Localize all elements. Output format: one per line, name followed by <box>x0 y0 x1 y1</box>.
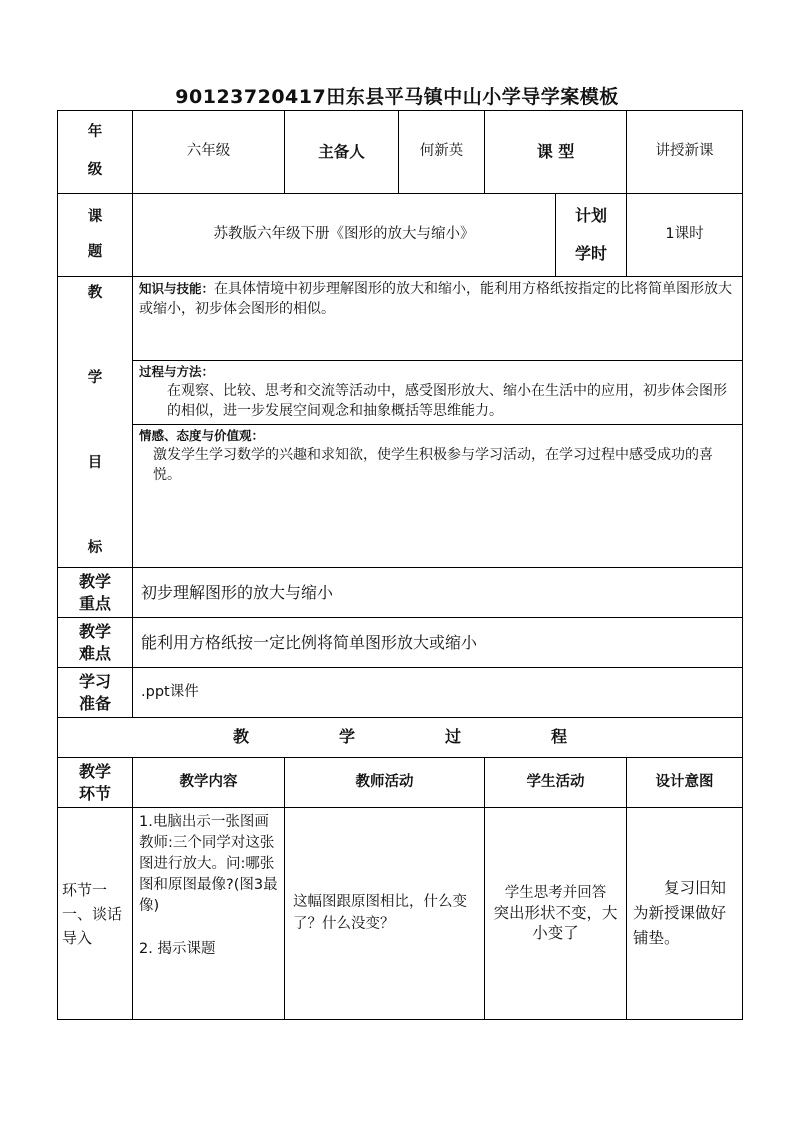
preparation-label: 学习准备 <box>79 671 112 713</box>
teacher-header: 教师活动 <box>285 758 485 808</box>
document-title: 90123720417田东县平马镇中山小学导学案模板 <box>175 86 619 108</box>
content-line-3: 2. 揭示课题 <box>139 941 216 958</box>
key-point-row <box>58 568 743 618</box>
attitude-block <box>133 425 742 488</box>
process-title-char-3: 过 <box>444 727 461 747</box>
preparation-row <box>58 668 743 718</box>
attitude-head: 情感、态度与价值观： <box>139 428 265 443</box>
goals-knowledge-row <box>58 277 743 361</box>
goals-label <box>58 277 132 567</box>
student-cell <box>485 808 627 1020</box>
topic-label-cell <box>58 194 133 277</box>
preparation-label-cell <box>58 668 133 718</box>
goals-label-cell <box>58 277 133 568</box>
topic-value: 苏教版六年级下册《图形的放大与缩小》 <box>133 194 556 277</box>
goals-label-char-1: 教 <box>87 285 103 301</box>
difficulty-row <box>58 618 743 668</box>
hours-label-cell <box>556 194 627 277</box>
process-title-char-4: 程 <box>550 727 567 747</box>
goals-attitude-row <box>58 425 743 568</box>
knowledge-block <box>133 277 742 322</box>
difficulty-label-cell <box>58 618 133 668</box>
attitude-text: 激发学生学习数学的兴趣和求知欲，使学生积极参与学习活动，在学习过程中感受成功的喜悦。 <box>153 447 713 484</box>
process-title-char-1: 教 <box>232 727 249 747</box>
process-text: 在观察、比较、思考和交流等活动中，感受图形放大、缩小在生活中的应用，初步体会图形的相似，进一步发展空间观念和抽象概括等思维能力。 <box>167 383 727 420</box>
grade-label-cell <box>58 111 133 194</box>
table-row <box>58 808 743 1020</box>
content-header: 教学内容 <box>133 758 285 808</box>
knowledge-cell <box>133 277 743 361</box>
intent-cell: 复习旧知为新授课做好铺垫。 <box>627 808 743 1020</box>
preparer-value: 何新英 <box>399 111 485 194</box>
knowledge-head: 知识与技能： <box>139 281 215 296</box>
grade-label: 年级 <box>87 124 103 178</box>
teacher-cell: 这幅图跟原图相比，什么变了？什么没变？ <box>285 808 485 1020</box>
stage-header: 教学环节 <box>79 761 112 803</box>
goals-label-char-4: 标 <box>87 539 103 556</box>
process-head: 过程与方法： <box>139 364 215 379</box>
goals-label-char-2: 学 <box>87 369 103 386</box>
key-point-label: 教学重点 <box>79 571 112 613</box>
hours-value: 1课时 <box>627 194 743 277</box>
stage-cell: 环节一一、谈话导入 <box>58 808 133 1020</box>
topic-row <box>58 194 743 277</box>
difficulty-value: 能利用方格纸按一定比例将简单图形放大或缩小 <box>133 618 743 668</box>
grade-value: 六年级 <box>133 111 285 194</box>
header-row <box>58 111 743 194</box>
process-title <box>58 718 743 758</box>
student-line-1: 学生思考并回答 <box>504 884 607 901</box>
type-value: 讲授新课 <box>627 111 743 194</box>
intent-header: 设计意图 <box>627 758 743 808</box>
knowledge-text: 在具体情境中初步理解图形的放大和缩小，能利用方格纸按指定的比将简单图形放大或缩小，初步体会图形的相似。 <box>139 281 733 318</box>
type-label: 课 型 <box>485 111 627 194</box>
hours-label: 计划学时 <box>575 205 608 263</box>
preparation-value: .ppt课件 <box>133 668 743 718</box>
student-header: 学生活动 <box>485 758 627 808</box>
difficulty-label: 教学难点 <box>79 621 112 663</box>
process-header-row <box>58 758 743 808</box>
content-line-1: 1.电脑出示一张图画 <box>139 814 269 830</box>
goals-process-row <box>58 361 743 425</box>
key-point-label-cell <box>58 568 133 618</box>
process-block <box>133 361 742 424</box>
key-point-value: 初步理解图形的放大与缩小 <box>133 568 743 618</box>
attitude-cell <box>133 425 743 568</box>
content-cell <box>133 808 285 1020</box>
goals-label-char-3: 目 <box>87 454 103 471</box>
stage-header-cell <box>58 758 133 808</box>
topic-label: 课题 <box>87 209 103 260</box>
process-cell <box>133 361 743 425</box>
content-spacer <box>139 917 278 939</box>
lesson-plan-table <box>57 110 743 1020</box>
process-title-row <box>58 718 743 758</box>
preparer-label: 主备人 <box>285 111 399 194</box>
student-line-2: 突出形状不变，大小变了 <box>493 903 618 942</box>
process-title-char-2: 学 <box>338 727 355 747</box>
content-line-2: 教师:三个同学对这张图进行放大。问:哪张图和原图最像?(图3最像) <box>139 835 278 915</box>
